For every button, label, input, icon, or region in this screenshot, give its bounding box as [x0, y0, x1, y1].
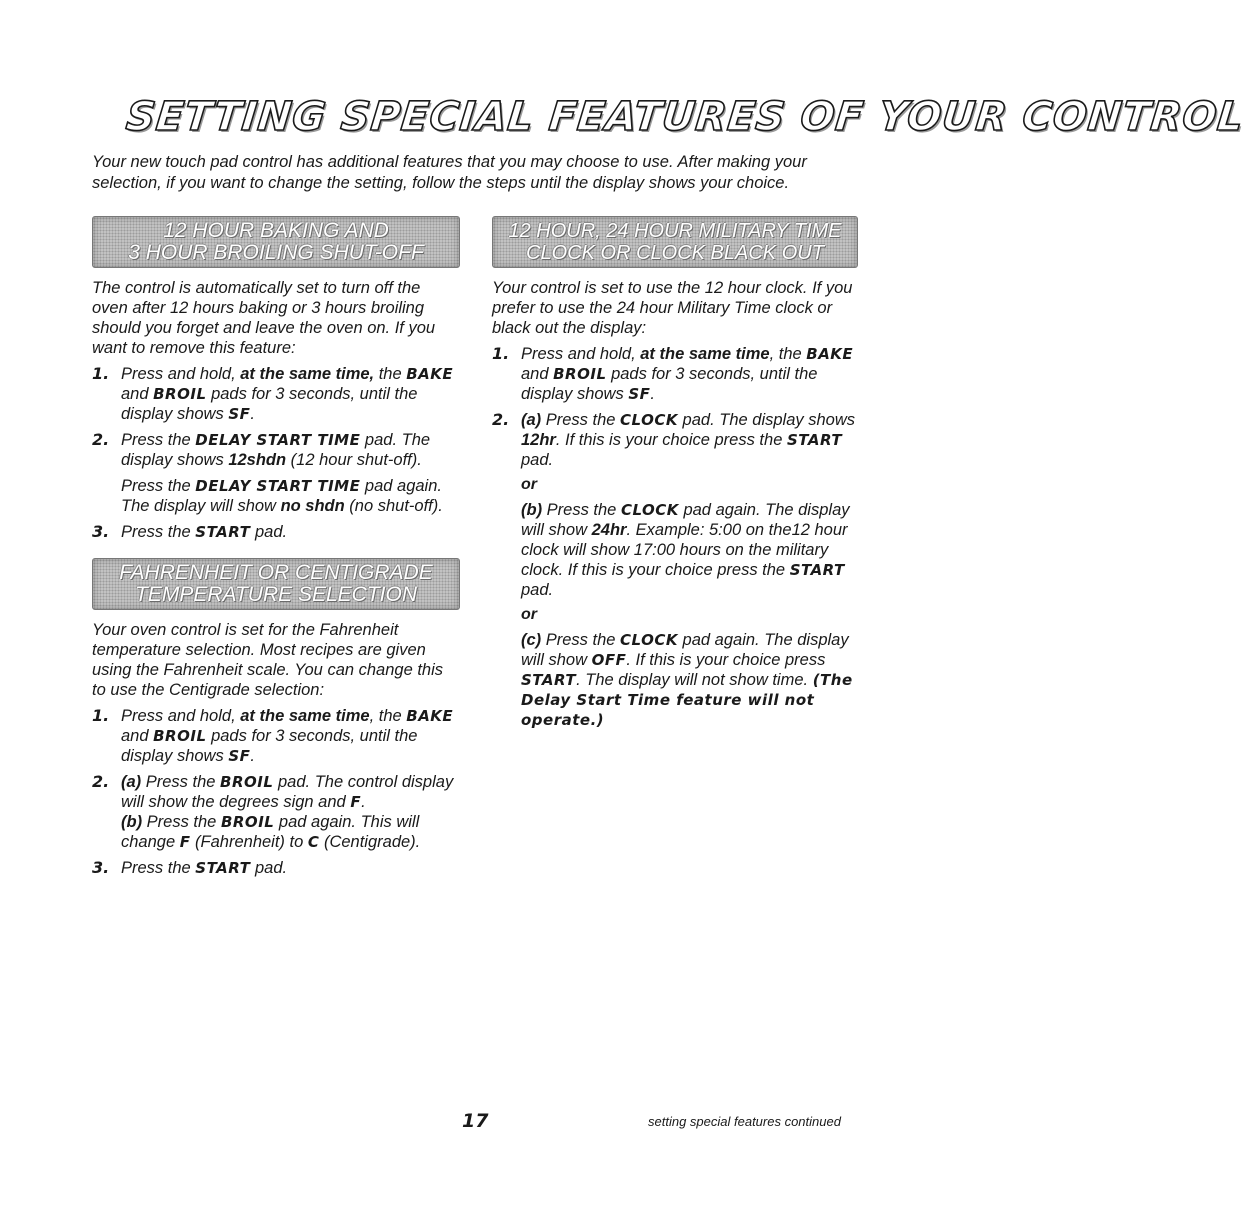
temperature-step-1	[92, 706, 460, 766]
right-column	[492, 216, 858, 736]
page-title: SETTING SPECIAL FEATURES OF YOUR CONTROL	[124, 94, 1246, 140]
step-text: pad. The control display will show the degrees sign and	[121, 773, 454, 811]
step-number: 2.	[92, 772, 110, 791]
step-text: Press and hold,	[121, 365, 241, 383]
intro-paragraph: Your new touch pad control has additional features that you may choose to use. After making your selection, if you want to change the setting, follow the steps until the display shows your choice.	[92, 153, 807, 192]
step-number: 1.	[92, 706, 110, 725]
step-text: Press the	[121, 523, 196, 541]
sub-step-marker: (c)	[521, 631, 542, 649]
banner-line-2: 3 HOUR BROILING SHUT-OFF	[128, 241, 424, 264]
page-number: 17	[462, 1110, 489, 1132]
temperature-intro: Your oven control is set for the Fahrenheit temperature selection. Most recipes are given using the Fahrenheit scale. You can change this to use the Centigrade selection:	[92, 621, 444, 699]
display-code: C	[307, 833, 320, 851]
step-text: and	[121, 727, 154, 745]
step-text: and	[521, 365, 554, 383]
step-text: pad again. The display will show	[521, 631, 849, 669]
step-text: (Centigrade).	[319, 833, 421, 851]
shutoff-step-1	[92, 364, 460, 424]
display-code: 12shdn	[228, 451, 287, 469]
shutoff-step-2b	[92, 476, 460, 516]
step-text: (12 hour shut-off).	[286, 451, 422, 469]
step-text: pad.	[521, 451, 554, 469]
step-number: 2.	[492, 410, 510, 429]
sub-step-marker: (b)	[121, 813, 143, 831]
start-pad-label: START	[195, 523, 251, 541]
banner-line-1: FAHRENHEIT OR CENTIGRADE	[119, 561, 433, 584]
step-text: (Fahrenheit) to	[190, 833, 308, 851]
bake-pad-label: BAKE	[806, 345, 854, 363]
step-text: Press and hold,	[121, 707, 241, 725]
banner-temperature-selection	[92, 558, 460, 610]
display-code: F	[350, 793, 362, 811]
step-number: 2.	[92, 430, 110, 449]
display-code: F	[179, 833, 191, 851]
broil-pad-label: BROIL	[220, 773, 274, 791]
step-text: pad again. The display will show	[121, 477, 442, 515]
step-text: pad again. This will change	[121, 813, 420, 851]
step-text: (no shut-off).	[344, 497, 443, 515]
delay-start-pad-label: DELAY START TIME	[195, 431, 361, 449]
display-code: 24hr	[591, 521, 627, 539]
clock-step-2a	[492, 410, 858, 470]
step-text: Press the	[141, 773, 221, 791]
broil-pad-label: BROIL	[153, 385, 207, 403]
temperature-step-2	[92, 772, 460, 812]
step-text: Press the	[541, 631, 621, 649]
clock-step-2c	[492, 630, 858, 730]
step-number: 1.	[92, 364, 110, 383]
start-pad-label: START	[789, 561, 845, 579]
step-text: , the	[369, 707, 407, 725]
step-number: 1.	[492, 344, 510, 363]
step-text: . The display will not show time.	[576, 671, 813, 689]
left-column	[92, 216, 460, 884]
delay-start-note: (The Delay Start Time feature will not operate.)	[521, 671, 853, 729]
clock-intro: Your control is set to use the 12 hour clock. If you prefer to use the 24 hour Military Time clock or black out the display:	[492, 279, 853, 337]
step-text: . If this is your choice press the	[555, 431, 787, 449]
or-separator: or	[521, 606, 537, 623]
banner-baking-shutoff	[92, 216, 460, 268]
clock-step-2b	[492, 500, 858, 600]
step-text: pad. The display shows	[677, 411, 855, 429]
step-text: pad again. The display will show	[521, 501, 850, 539]
clock-pad-label: CLOCK	[620, 631, 678, 649]
step-text: pads for 3 seconds, until the display shows	[121, 385, 418, 423]
banner-line-2: CLOCK OR CLOCK BLACK OUT	[526, 242, 824, 264]
banner-line-1: 12 HOUR, 24 HOUR MILITARY TIME	[508, 220, 842, 242]
step-key: at the same time	[240, 707, 370, 725]
bake-pad-label: BAKE	[406, 365, 454, 383]
step-text: pads for 3 seconds, until the display shows	[121, 727, 418, 765]
start-pad-label: START	[195, 859, 251, 877]
step-text: pad.	[521, 581, 554, 599]
start-pad-label: START	[786, 431, 843, 449]
step-text: Press the	[142, 813, 221, 831]
broil-pad-label: BROIL	[220, 813, 275, 831]
step-text: Press the	[121, 859, 196, 877]
step-text: Press the	[121, 477, 196, 495]
display-code: 12hr	[521, 431, 556, 449]
shutoff-step-2	[92, 430, 460, 470]
sub-step-marker: (a)	[521, 411, 542, 429]
banner-line-1: 12 HOUR BAKING AND	[163, 219, 389, 242]
shutoff-intro: The control is automatically set to turn off the oven after 12 hours baking or 3 hours broiling should you forget and leave the oven on. If you want to remove this feature:	[92, 279, 436, 357]
step-text: , the	[769, 345, 807, 363]
or-separator: or	[521, 476, 537, 493]
step-text: Press and hold,	[521, 345, 641, 363]
start-pad-label: START	[521, 671, 577, 689]
step-key: at the same time,	[240, 365, 375, 383]
step-text: pad.	[250, 523, 288, 541]
step-text: pad. The display shows	[121, 431, 431, 469]
step-text: Press the	[541, 411, 621, 429]
step-text: pads for 3 seconds, until the display shows	[521, 365, 818, 403]
clock-pad-label: CLOCK	[620, 411, 678, 429]
banner-clock-options	[492, 216, 858, 268]
step-text: Press the	[121, 431, 196, 449]
broil-pad-label: BROIL	[553, 365, 607, 383]
step-text: . Example: 5:00 on the12 hour clock will show 17:00 hours on the military clock. If this is your choice press the	[521, 521, 848, 579]
step-text: Press the	[542, 501, 621, 519]
clock-pad-label: CLOCK	[620, 501, 679, 519]
display-code: OFF	[591, 651, 627, 669]
clock-step-1	[492, 344, 858, 404]
step-text: .	[250, 747, 255, 765]
step-number: 3.	[92, 522, 110, 541]
step-text: .	[361, 793, 366, 811]
broil-pad-label: BROIL	[153, 727, 207, 745]
step-text: and	[121, 385, 154, 403]
step-text: .	[250, 405, 255, 423]
display-code: SF	[228, 405, 251, 423]
step-key: at the same time	[640, 345, 770, 363]
temperature-step-3	[92, 858, 460, 878]
banner-line-2: TEMPERATURE SELECTION	[135, 583, 417, 606]
display-code: SF	[628, 385, 651, 403]
step-number: 3.	[92, 858, 110, 877]
sub-step-marker: (b)	[521, 501, 543, 519]
delay-start-pad-label: DELAY START TIME	[195, 477, 361, 495]
display-code: SF	[228, 747, 251, 765]
step-text: pad.	[250, 859, 288, 877]
temperature-step-2b	[92, 812, 460, 852]
step-text: the	[374, 365, 407, 383]
step-text: . If this is your choice press	[626, 651, 826, 669]
bake-pad-label: BAKE	[406, 707, 454, 725]
step-text: .	[650, 385, 655, 403]
shutoff-step-3	[92, 522, 460, 542]
sub-step-marker: (a)	[121, 773, 142, 791]
continued-note: setting special features continued	[648, 1114, 841, 1129]
display-code: no shdn	[280, 497, 345, 515]
